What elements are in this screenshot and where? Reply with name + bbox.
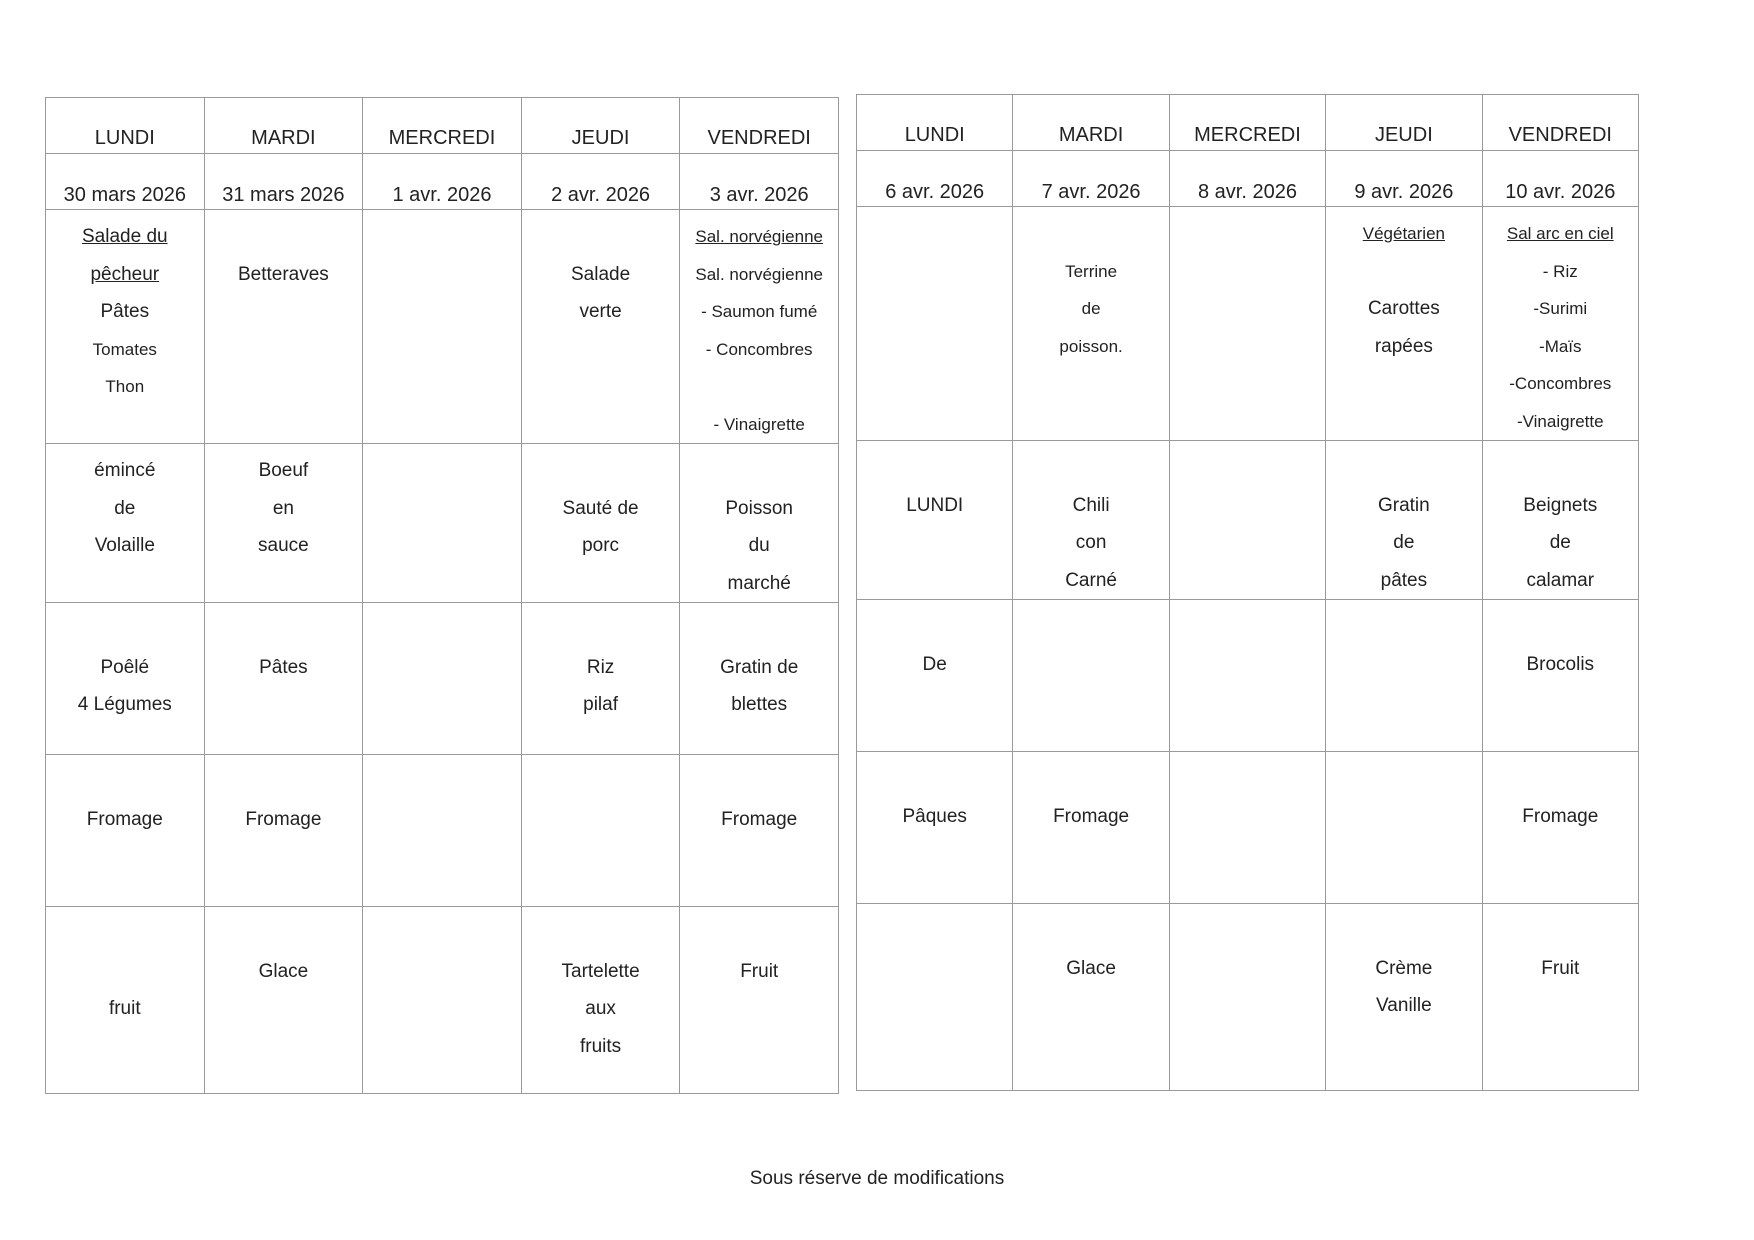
menu-line — [1483, 608, 1638, 646]
meal-row-side — [857, 600, 1639, 752]
day-date: 8 avr. 2026 — [1197, 181, 1297, 203]
menu-line — [46, 915, 204, 953]
meal-cell — [680, 603, 839, 755]
day-header — [204, 98, 363, 154]
week-table-1 — [45, 97, 839, 1094]
menu-line: con — [1075, 532, 1107, 553]
day-name: LUNDI — [904, 124, 965, 146]
day-header — [680, 98, 839, 154]
day-name-row — [46, 98, 839, 154]
day-name: MERCREDI — [388, 127, 496, 149]
menu-line: Fromage — [721, 808, 798, 830]
meal-cell — [1326, 207, 1482, 441]
menu-line: - Concombres — [705, 339, 813, 359]
day-header — [1326, 95, 1482, 151]
date-header — [1482, 151, 1638, 207]
meal-row-main — [46, 444, 839, 603]
menu-line: Thon — [105, 377, 145, 396]
meal-cell — [1482, 600, 1638, 752]
meal-cell — [1013, 752, 1169, 904]
meal-cell — [363, 210, 522, 444]
meal-cell — [1169, 752, 1325, 904]
meal-row-cheese — [857, 752, 1639, 904]
meal-cell — [521, 444, 680, 603]
meal-cell — [1013, 441, 1169, 600]
meal-cell — [1169, 600, 1325, 752]
meal-cell — [680, 907, 839, 1094]
menu-line — [1483, 912, 1638, 950]
day-date-row — [46, 154, 839, 210]
menu-line: -Surimi — [1533, 299, 1588, 318]
menu-line — [205, 915, 363, 953]
day-date: 10 avr. 2026 — [1505, 181, 1616, 203]
menu-line: de — [1549, 532, 1571, 553]
meal-cell — [1013, 207, 1169, 441]
menu-line: Poêlé — [100, 656, 150, 678]
menu-line: Sal. norvégienne — [695, 227, 823, 246]
menu-line: Vanille — [1376, 995, 1432, 1016]
menu-line — [1013, 449, 1168, 487]
menu-line — [1326, 449, 1481, 487]
day-date: 7 avr. 2026 — [1041, 181, 1141, 203]
menu-line: rapées — [1374, 335, 1433, 357]
meal-cell — [1169, 441, 1325, 600]
menu-line — [46, 953, 204, 991]
week-table-2 — [856, 94, 1639, 1091]
menu-line: Végétarien — [1362, 224, 1445, 243]
day-date: 9 avr. 2026 — [1354, 181, 1454, 203]
menu-line: en — [272, 497, 294, 519]
menu-line: Poisson — [725, 497, 793, 519]
menu-line — [1013, 760, 1168, 798]
menu-line — [46, 611, 204, 649]
menu-line: pilaf — [583, 694, 618, 715]
meal-row-dessert — [857, 904, 1639, 1091]
meal-cell — [46, 603, 205, 755]
meal-cell — [204, 755, 363, 907]
menu-line — [1326, 253, 1481, 291]
menu-line — [680, 368, 838, 406]
meal-cell — [46, 755, 205, 907]
menu-line — [857, 449, 1012, 487]
menu-line: Fromage — [1522, 805, 1599, 827]
menu-line: 4 Légumes — [77, 694, 172, 715]
meal-row-dessert — [46, 907, 839, 1094]
meal-cell — [1013, 904, 1169, 1091]
menu-line: Brocolis — [1526, 653, 1595, 675]
menu-line: du — [748, 535, 770, 556]
meal-cell — [46, 444, 205, 603]
day-name: JEUDI — [1374, 124, 1433, 146]
menu-line: de — [1081, 299, 1101, 318]
day-date: 30 mars 2026 — [63, 184, 186, 206]
menu-line: Terrine — [1065, 261, 1118, 281]
meal-cell — [363, 755, 522, 907]
day-header — [1482, 95, 1638, 151]
menu-line — [46, 763, 204, 801]
meal-cell — [521, 755, 680, 907]
menu-line: Glace — [1066, 957, 1116, 979]
menu-line — [1013, 215, 1168, 253]
day-name-row — [857, 95, 1639, 151]
menu-line — [205, 218, 363, 256]
menu-line: Tartelette — [561, 960, 640, 982]
menu-line: porc — [582, 535, 620, 556]
menu-line: - Riz — [1542, 261, 1578, 281]
menu-line — [680, 915, 838, 953]
meal-cell — [1326, 600, 1482, 752]
date-header — [363, 154, 522, 210]
menu-line: Pâtes — [259, 656, 308, 678]
meal-cell — [680, 210, 839, 444]
menu-line: pêcheur — [90, 263, 160, 285]
menu-line: -Vinaigrette — [1516, 411, 1604, 431]
menu-line: de — [114, 497, 136, 519]
menu-line — [522, 611, 680, 649]
menu-line — [857, 760, 1012, 798]
date-header — [521, 154, 680, 210]
menu-line: Boeuf — [258, 460, 309, 481]
day-name: LUNDI — [94, 127, 155, 149]
menu-line: Pâtes — [100, 301, 150, 322]
menu-line: fruits — [579, 1035, 622, 1057]
date-header — [1169, 151, 1325, 207]
menu-line: Salade — [570, 263, 631, 285]
menu-line: Gratin de — [720, 656, 799, 678]
date-header — [46, 154, 205, 210]
menu-line: sauce — [258, 535, 309, 556]
day-name: MERCREDI — [1194, 124, 1301, 146]
meal-cell — [857, 904, 1013, 1091]
menu-line: Sal. norvégienne — [695, 264, 823, 284]
day-header — [857, 95, 1013, 151]
meal-cell — [857, 752, 1013, 904]
menu-line: aux — [585, 998, 616, 1019]
menu-line: fruit — [108, 998, 141, 1019]
day-header — [521, 98, 680, 154]
meal-cell — [1326, 752, 1482, 904]
day-name: MARDI — [1058, 124, 1124, 146]
menu-line — [1483, 760, 1638, 798]
menu-line — [1483, 449, 1638, 487]
menu-line: Fromage — [86, 808, 163, 830]
meal-cell — [363, 603, 522, 755]
menu-line: Tomates — [92, 339, 157, 359]
meal-cell — [1169, 904, 1325, 1091]
menu-line: Salade du — [82, 226, 168, 247]
meal-cell — [1482, 752, 1638, 904]
menu-line: Riz — [586, 656, 615, 678]
menu-line: Fruit — [1541, 957, 1580, 979]
menu-line: blettes — [731, 694, 788, 715]
meal-cell — [521, 210, 680, 444]
date-header — [1326, 151, 1482, 207]
meal-cell — [363, 907, 522, 1094]
menu-line: poisson. — [1059, 336, 1123, 356]
menu-line: Pâques — [902, 805, 967, 827]
menu-line: Chili — [1072, 494, 1110, 516]
day-name: VENDREDI — [1508, 124, 1612, 146]
day-header — [46, 98, 205, 154]
day-name: VENDREDI — [707, 127, 811, 149]
menu-line: Volaille — [94, 535, 155, 556]
date-header — [857, 151, 1013, 207]
menu-line: émincé — [94, 460, 156, 481]
menu-line: Fromage — [1053, 805, 1130, 827]
menu-line: Sauté de — [562, 497, 639, 519]
meal-cell — [204, 603, 363, 755]
menu-line — [522, 915, 680, 953]
menu-line: Glace — [258, 960, 309, 982]
menu-line: pâtes — [1380, 569, 1428, 591]
menu-line: Sal arc en ciel — [1506, 224, 1614, 243]
menu-line: Gratin — [1377, 494, 1430, 516]
meal-cell — [1013, 600, 1169, 752]
meal-cell — [680, 444, 839, 603]
menu-line: marché — [727, 572, 791, 594]
meal-cell — [204, 444, 363, 603]
menu-line — [522, 452, 680, 490]
menu-line: Fromage — [245, 808, 322, 830]
day-date: 2 avr. 2026 — [551, 184, 651, 206]
menu-line — [680, 763, 838, 801]
meal-cell — [857, 600, 1013, 752]
meal-cell — [46, 907, 205, 1094]
meal-row-side — [46, 603, 839, 755]
meal-cell — [1482, 441, 1638, 600]
meal-cell — [857, 207, 1013, 441]
meal-cell — [857, 441, 1013, 600]
menu-line — [205, 611, 363, 649]
date-header — [680, 154, 839, 210]
day-date: 3 avr. 2026 — [709, 184, 809, 206]
footer-note: Sous réserve de modifications — [749, 1168, 1005, 1189]
menu-line: - Vinaigrette — [713, 414, 805, 434]
day-name: MARDI — [251, 127, 316, 149]
meal-cell — [1326, 904, 1482, 1091]
menu-line — [205, 763, 363, 801]
day-date-row — [857, 151, 1639, 207]
menu-line: Crème — [1375, 957, 1433, 979]
menu-line: Fruit — [740, 960, 779, 982]
menu-line — [857, 608, 1012, 646]
meal-cell — [204, 210, 363, 444]
menu-line: -Concombres — [1509, 374, 1612, 393]
menu-line: Beignets — [1523, 494, 1598, 516]
day-header — [1169, 95, 1325, 151]
menu-line: Betteraves — [237, 263, 329, 285]
meal-cell — [204, 907, 363, 1094]
meal-cell — [1482, 207, 1638, 441]
date-header — [204, 154, 363, 210]
meal-cell — [46, 210, 205, 444]
menu-line: Carottes — [1367, 298, 1440, 319]
meal-cell — [1169, 207, 1325, 441]
menu-line: LUNDI — [906, 494, 964, 516]
menu-line — [680, 452, 838, 490]
menu-line: -Maïs — [1539, 336, 1582, 356]
meal-cell — [521, 907, 680, 1094]
menu-line: calamar — [1526, 569, 1595, 591]
menu-line: - Saumon fumé — [701, 302, 818, 321]
menu-line: verte — [579, 301, 622, 322]
menu-line — [1326, 912, 1481, 950]
meal-cell — [1326, 441, 1482, 600]
day-date: 6 avr. 2026 — [885, 181, 985, 203]
menu-line: De — [922, 653, 947, 675]
meal-row-cheese — [46, 755, 839, 907]
menu-line: Carné — [1065, 569, 1117, 591]
meal-cell — [521, 603, 680, 755]
menu-line — [522, 218, 680, 256]
day-header — [1013, 95, 1169, 151]
meal-cell — [1482, 904, 1638, 1091]
meal-row-main — [857, 441, 1639, 600]
menu-line: de — [1393, 532, 1415, 553]
day-date: 31 mars 2026 — [222, 184, 345, 206]
meal-row-entree — [857, 207, 1639, 441]
meal-cell — [680, 755, 839, 907]
day-name: JEUDI — [571, 127, 630, 149]
day-date: 1 avr. 2026 — [392, 184, 492, 206]
day-header — [363, 98, 522, 154]
menu-line — [1013, 912, 1168, 950]
menu-line — [680, 611, 838, 649]
meal-row-entree — [46, 210, 839, 444]
date-header — [1013, 151, 1169, 207]
meal-cell — [363, 444, 522, 603]
